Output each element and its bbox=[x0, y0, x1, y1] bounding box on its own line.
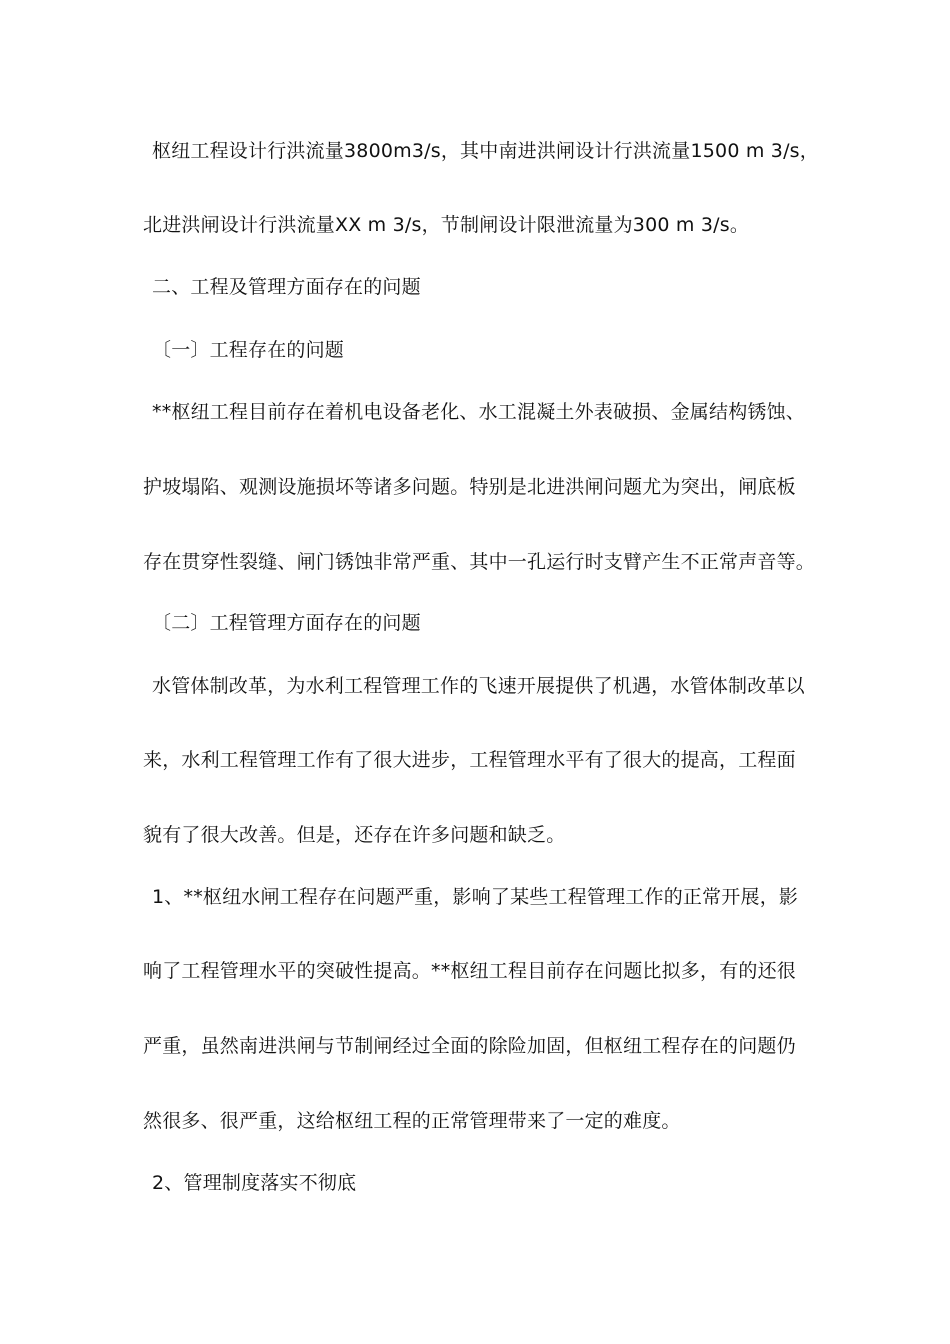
paragraph-line: 然很多、很严重，这给枢纽工程的正常管理带来了一定的难度。 bbox=[143, 1110, 681, 1132]
list-item: 2、管理制度落实不彻底 bbox=[152, 1172, 357, 1194]
paragraph-line: 枢纽工程设计行洪流量3800m3/s，其中南进洪闸设计行洪流量1500 m 3/s， bbox=[152, 140, 819, 162]
list-item: 1、**枢纽水闸工程存在问题严重，影响了某些工程管理工作的正常开展，影 bbox=[152, 886, 799, 908]
subsection-heading: 〔二〕工程管理方面存在的问题 bbox=[152, 612, 421, 634]
paragraph-line: 貌有了很大改善。但是，还存在许多问题和缺乏。 bbox=[143, 824, 566, 846]
section-heading: 二、工程及管理方面存在的问题 bbox=[152, 276, 421, 298]
subsection-heading: 〔一〕工程存在的问题 bbox=[152, 339, 345, 361]
paragraph-line: 严重，虽然南进洪闸与节制闸经过全面的除险加固，但枢纽工程存在的问题仍 bbox=[143, 1035, 796, 1057]
paragraph-line: 存在贯穿性裂缝、闸门锈蚀非常严重、其中一孔运行时支臂产生不正常声音等。 bbox=[143, 551, 816, 573]
paragraph-line: 响了工程管理水平的突破性提高。**枢纽工程目前存在问题比拟多，有的还很 bbox=[143, 960, 797, 982]
paragraph-line: 来，水利工程管理工作有了很大进步，工程管理水平有了很大的提高，工程面 bbox=[143, 749, 796, 771]
paragraph-line: 护坡塌陷、观测设施损坏等诸多问题。特别是北进洪闸问题尤为突出，闸底板 bbox=[143, 476, 796, 498]
paragraph-line: 水管体制改革，为水利工程管理工作的飞速开展提供了机遇，水管体制改革以 bbox=[152, 675, 805, 697]
paragraph-line: **枢纽工程目前存在着机电设备老化、水工混凝土外表破损、金属结构锈蚀、 bbox=[152, 401, 806, 423]
paragraph-line: 北进洪闸设计行洪流量XX m 3/s，节制闸设计限泄流量为300 m 3/s。 bbox=[143, 214, 750, 236]
